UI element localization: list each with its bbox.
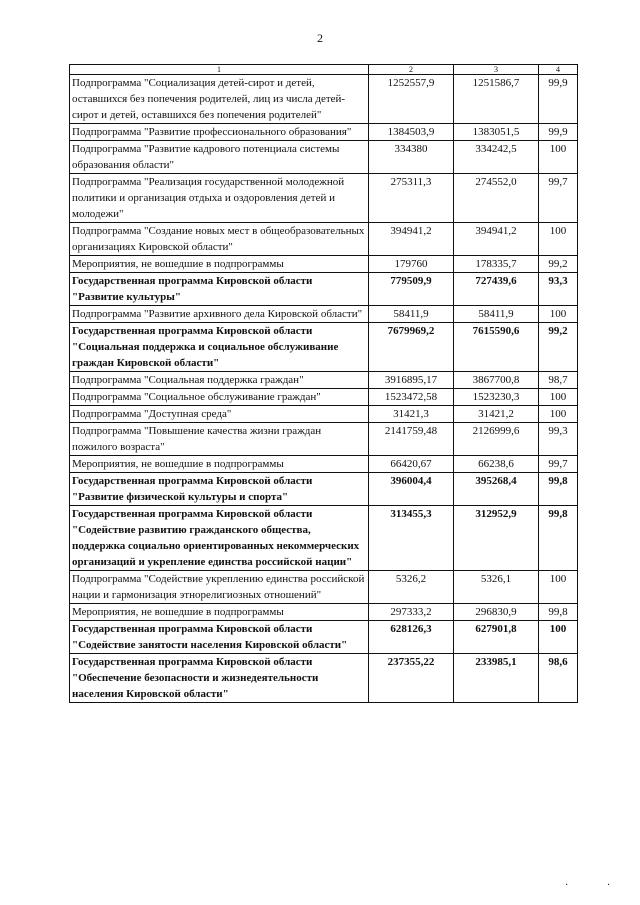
table-row [70, 506, 578, 571]
plan-value-cell: 297333,2 [369, 604, 454, 621]
plan-value-cell: 313455,3 [369, 506, 454, 571]
plan-value-cell: 334380 [369, 141, 454, 174]
percent-cell: 100 [539, 141, 578, 174]
percent-cell: 100 [539, 571, 578, 604]
percent-cell: 99,2 [539, 256, 578, 273]
row-name-cell: Подпрограмма "Создание новых мест в общеобразовательных организациях Кировской области" [70, 223, 369, 256]
table-header-row [70, 65, 578, 75]
plan-value-cell: 779509,9 [369, 273, 454, 306]
actual-value-cell: 312952,9 [454, 506, 539, 571]
actual-value-cell: 3867700,8 [454, 372, 539, 389]
row-name-cell: Государственная программа Кировской области "Развитие культуры" [70, 273, 369, 306]
row-name-cell: Подпрограмма "Развитие архивного дела Кировской области" [70, 306, 369, 323]
actual-value-cell: 627901,8 [454, 621, 539, 654]
column-header-2: 2 [369, 65, 454, 75]
table-row [70, 473, 578, 506]
actual-value-cell: 2126999,6 [454, 423, 539, 456]
row-name-cell: Подпрограмма "Социализация детей-сирот и детей, оставшихся без попечения родителей, лиц из числа детей-сирот и детей, оставшихся без попечения родителей" [70, 75, 369, 124]
scan-marks: · · [565, 880, 629, 891]
percent-cell: 99,7 [539, 174, 578, 223]
actual-value-cell: 296830,9 [454, 604, 539, 621]
plan-value-cell: 7679969,2 [369, 323, 454, 372]
table-row [70, 174, 578, 223]
plan-value-cell: 58411,9 [369, 306, 454, 323]
column-header-1: 1 [70, 65, 369, 75]
percent-cell: 100 [539, 406, 578, 423]
plan-value-cell: 31421,3 [369, 406, 454, 423]
plan-value-cell: 275311,3 [369, 174, 454, 223]
plan-value-cell: 179760 [369, 256, 454, 273]
row-name-cell: Подпрограмма "Повышение качества жизни граждан пожилого возраста" [70, 423, 369, 456]
actual-value-cell: 178335,7 [454, 256, 539, 273]
table-row [70, 372, 578, 389]
percent-cell: 99,8 [539, 473, 578, 506]
row-name-cell: Подпрограмма "Развитие профессионального образования" [70, 124, 369, 141]
actual-value-cell: 727439,6 [454, 273, 539, 306]
percent-cell: 99,7 [539, 456, 578, 473]
table-row [70, 604, 578, 621]
row-name-cell: Подпрограмма "Социальная поддержка граждан" [70, 372, 369, 389]
row-name-cell: Государственная программа Кировской области "Содействие развитию гражданского общества, поддержка социально ориентированных некоммерческих организаций и укрепление единства российской нации" [70, 506, 369, 571]
row-name-cell: Мероприятия, не вошедшие в подпрограммы [70, 604, 369, 621]
percent-cell: 99,9 [539, 124, 578, 141]
budget-table [69, 64, 578, 703]
percent-cell: 100 [539, 389, 578, 406]
actual-value-cell: 31421,2 [454, 406, 539, 423]
plan-value-cell: 396004,4 [369, 473, 454, 506]
table-row [70, 223, 578, 256]
row-name-cell: Подпрограмма "Развитие кадрового потенциала системы образования области" [70, 141, 369, 174]
row-name-cell: Мероприятия, не вошедшие в подпрограммы [70, 256, 369, 273]
table-row [70, 273, 578, 306]
row-name-cell: Подпрограмма "Социальное обслуживание граждан" [70, 389, 369, 406]
percent-cell: 99,3 [539, 423, 578, 456]
actual-value-cell: 7615590,6 [454, 323, 539, 372]
actual-value-cell: 1251586,7 [454, 75, 539, 124]
table-row [70, 621, 578, 654]
actual-value-cell: 58411,9 [454, 306, 539, 323]
table-row [70, 141, 578, 174]
row-name-cell: Мероприятия, не вошедшие в подпрограммы [70, 456, 369, 473]
actual-value-cell: 1383051,5 [454, 124, 539, 141]
table-row [70, 654, 578, 703]
percent-cell: 98,6 [539, 654, 578, 703]
percent-cell: 99,2 [539, 323, 578, 372]
actual-value-cell: 66238,6 [454, 456, 539, 473]
actual-value-cell: 1523230,3 [454, 389, 539, 406]
actual-value-cell: 233985,1 [454, 654, 539, 703]
percent-cell: 99,9 [539, 75, 578, 124]
table-row [70, 124, 578, 141]
column-header-4: 4 [539, 65, 578, 75]
plan-value-cell: 1252557,9 [369, 75, 454, 124]
row-name-cell: Государственная программа Кировской области "Обеспечение безопасности и жизнедеятельности населения Кировской области" [70, 654, 369, 703]
plan-value-cell: 2141759,48 [369, 423, 454, 456]
plan-value-cell: 66420,67 [369, 456, 454, 473]
table-row [70, 306, 578, 323]
actual-value-cell: 334242,5 [454, 141, 539, 174]
percent-cell: 100 [539, 306, 578, 323]
column-header-3: 3 [454, 65, 539, 75]
percent-cell: 93,3 [539, 273, 578, 306]
plan-value-cell: 1384503,9 [369, 124, 454, 141]
percent-cell: 100 [539, 621, 578, 654]
table-row [70, 75, 578, 124]
row-name-cell: Государственная программа Кировской области "Социальная поддержка и социальное обслуживание граждан Кировской области" [70, 323, 369, 372]
plan-value-cell: 3916895,17 [369, 372, 454, 389]
percent-cell: 98,7 [539, 372, 578, 389]
actual-value-cell: 5326,1 [454, 571, 539, 604]
plan-value-cell: 237355,22 [369, 654, 454, 703]
row-name-cell: Государственная программа Кировской области "Содействие занятости населения Кировской области" [70, 621, 369, 654]
table-row [70, 323, 578, 372]
plan-value-cell: 628126,3 [369, 621, 454, 654]
plan-value-cell: 5326,2 [369, 571, 454, 604]
page-number: 2 [317, 31, 323, 45]
row-name-cell: Подпрограмма "Реализация государственной молодежной политики и организация отдыха и оздоровления детей и молодежи" [70, 174, 369, 223]
percent-cell: 99,8 [539, 506, 578, 571]
table-row [70, 571, 578, 604]
actual-value-cell: 394941,2 [454, 223, 539, 256]
row-name-cell: Подпрограмма "Содействие укреплению единства российской нации и гармонизация этнорелигиозных отношений" [70, 571, 369, 604]
actual-value-cell: 274552,0 [454, 174, 539, 223]
row-name-cell: Государственная программа Кировской области "Развитие физической культуры и спорта" [70, 473, 369, 506]
plan-value-cell: 394941,2 [369, 223, 454, 256]
plan-value-cell: 1523472,58 [369, 389, 454, 406]
table-row [70, 456, 578, 473]
actual-value-cell: 395268,4 [454, 473, 539, 506]
table-row [70, 406, 578, 423]
row-name-cell: Подпрограмма "Доступная среда" [70, 406, 369, 423]
table-row [70, 389, 578, 406]
table-row [70, 423, 578, 456]
table-row [70, 256, 578, 273]
percent-cell: 100 [539, 223, 578, 256]
percent-cell: 99,8 [539, 604, 578, 621]
